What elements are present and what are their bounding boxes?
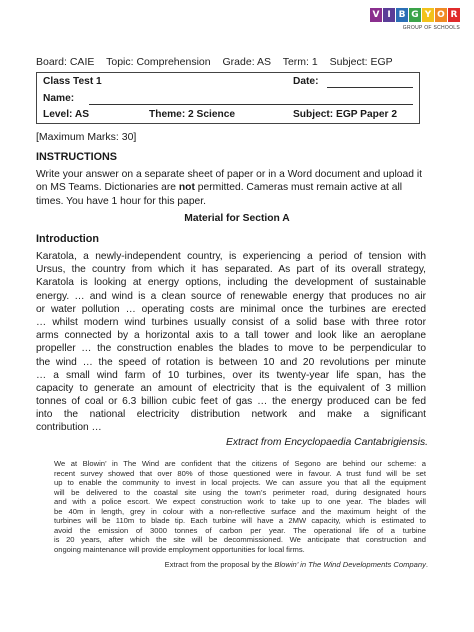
name-label: Name: [43, 93, 75, 104]
proposal-line: is 20 years, after which the site will be decommissioned. We anticipate that construction and [54, 535, 426, 544]
proposal-line: turbines will be 110m to blade tip. Each turbine will have a 2MW capacity, which is estimated to [54, 516, 426, 525]
passage-line: the wind … the speed of rotation is between 10 and 20 revolutions per minute [36, 356, 426, 368]
logo-letter: Y [422, 8, 434, 22]
proposal-line: avoid the emission of 3000 tonnes of carbon per year. The operational life of a turbine [54, 525, 426, 535]
passage-line: into the national electricity distribution network and make a significant [36, 409, 426, 421]
theme-label: Theme: 2 Science [149, 109, 236, 120]
section-title: Material for Section A [184, 213, 290, 224]
header-row-name [43, 93, 413, 107]
logo-letters [368, 8, 460, 22]
passage-line: or water pollution … operating costs are minimal once the turbines are erected [36, 303, 426, 315]
introduction-passage [36, 250, 426, 435]
passage-line: propeller … the construction enables the blades to move to be perpendicular to [36, 343, 426, 355]
level-label: Level: AS [43, 109, 90, 120]
term-label: Term: 1 [282, 56, 318, 68]
test-header-box [36, 72, 420, 124]
logo-letter: B [396, 8, 408, 22]
subject-label: Subject: EGP [329, 56, 393, 68]
passage-line: … whilst modern wind turbines usually consist of a solid base with three rotor [36, 316, 426, 328]
class-test-label: Class Test 1 [43, 76, 102, 87]
passage-line: tonnes of coal or 6.3 billion cubic feet of gas … the energy produced can be fed [36, 396, 426, 408]
proposal-line: be 40m in length, grey in colour with a non-reflective surface and the maximum height of the [54, 506, 426, 516]
header-row-class [43, 76, 413, 90]
proposal-line: ongoing maintenance will provide employment opportunities for local firms. [54, 544, 305, 554]
date-label: Date: [293, 76, 319, 87]
proposal-citation-company: Blowin’ in The Wind Developments Company [274, 560, 426, 569]
logo-letter: R [448, 8, 460, 22]
encyclopaedia-citation: Extract from Encyclopaedia Cantabrigiensis. [225, 437, 428, 448]
instructions-text-part1: Write your answer on a separate sheet of paper or in a Word document and upload it on MS Teams. Dictionaries are [36, 169, 422, 194]
proposal-line: recent survey showed that over 80% of those questioned were in favour. A trust fund will be set [54, 468, 426, 478]
proposal-line: will be delivered to the coastal site using the town’s perimeter road, during designated hours [54, 487, 426, 497]
passage-line: contribution … [36, 422, 102, 434]
instructions-heading: INSTRUCTIONS [36, 151, 117, 163]
school-logo [368, 8, 460, 38]
logo-letter: V [370, 8, 382, 22]
proposal-line: We at Blowin’ in The Wind are confident that the citizens of Segono are behind our scheme: a [54, 459, 426, 468]
logo-letter: I [383, 8, 395, 22]
passage-line: Ursus, the country from which it has separated. As part of its overall strategy, [36, 264, 426, 276]
logo-letter: G [409, 8, 421, 22]
proposal-line: up to enable the community to invest in local projects. We can assure you that all the equipment [54, 478, 426, 487]
topic-label: Topic: Comprehension [106, 56, 211, 68]
passage-line: arms connected by a horizontal axis to a tall tower and look like an aeroplane [36, 330, 426, 342]
instructions-bold-word: not [178, 182, 195, 194]
logo-subtitle: GROUP OF SCHOOLS [402, 25, 460, 31]
passage-line: energy. … and wind is a clean source of renewable energy that produces no air [36, 290, 426, 302]
passage-line: Karatola, a newly-independent country, is experiencing a period of tension with [36, 251, 426, 262]
passage-line: capacity to generate an amount of electricity that is the equivalent of 3 million [36, 382, 426, 394]
header-row-level [43, 109, 413, 123]
name-field-line[interactable] [89, 93, 413, 105]
paper-subject-label: Subject: EGP Paper 2 [293, 109, 397, 120]
introduction-heading: Introduction [36, 233, 99, 245]
passage-line: Karatola is looking at energy options, including the development of sustainable [36, 277, 426, 289]
proposal-citation-suffix: . [425, 560, 428, 569]
proposal-line: and with a police escort. We expect construction work to take up to one year. The blades will [54, 497, 426, 506]
proposal-citation-prefix: Extract from the proposal by the [164, 560, 275, 569]
grade-label: Grade: AS [222, 56, 271, 68]
date-field-line[interactable] [327, 76, 413, 88]
proposal-citation [165, 560, 428, 569]
logo-letter: O [435, 8, 447, 22]
proposal-extract [54, 459, 426, 554]
maximum-marks: [Maximum Marks: 30] [36, 131, 137, 143]
instructions-text-part2: permitted. Cameras must remain active at all times. You have 1 hour for this paper. [36, 182, 403, 207]
board-info-line [36, 56, 402, 68]
instructions-text [36, 168, 426, 208]
board-label: Board: CAIE [36, 56, 95, 68]
passage-line: … a small wind farm of 10 turbines, over its twenty-year life span, has the [36, 369, 426, 381]
